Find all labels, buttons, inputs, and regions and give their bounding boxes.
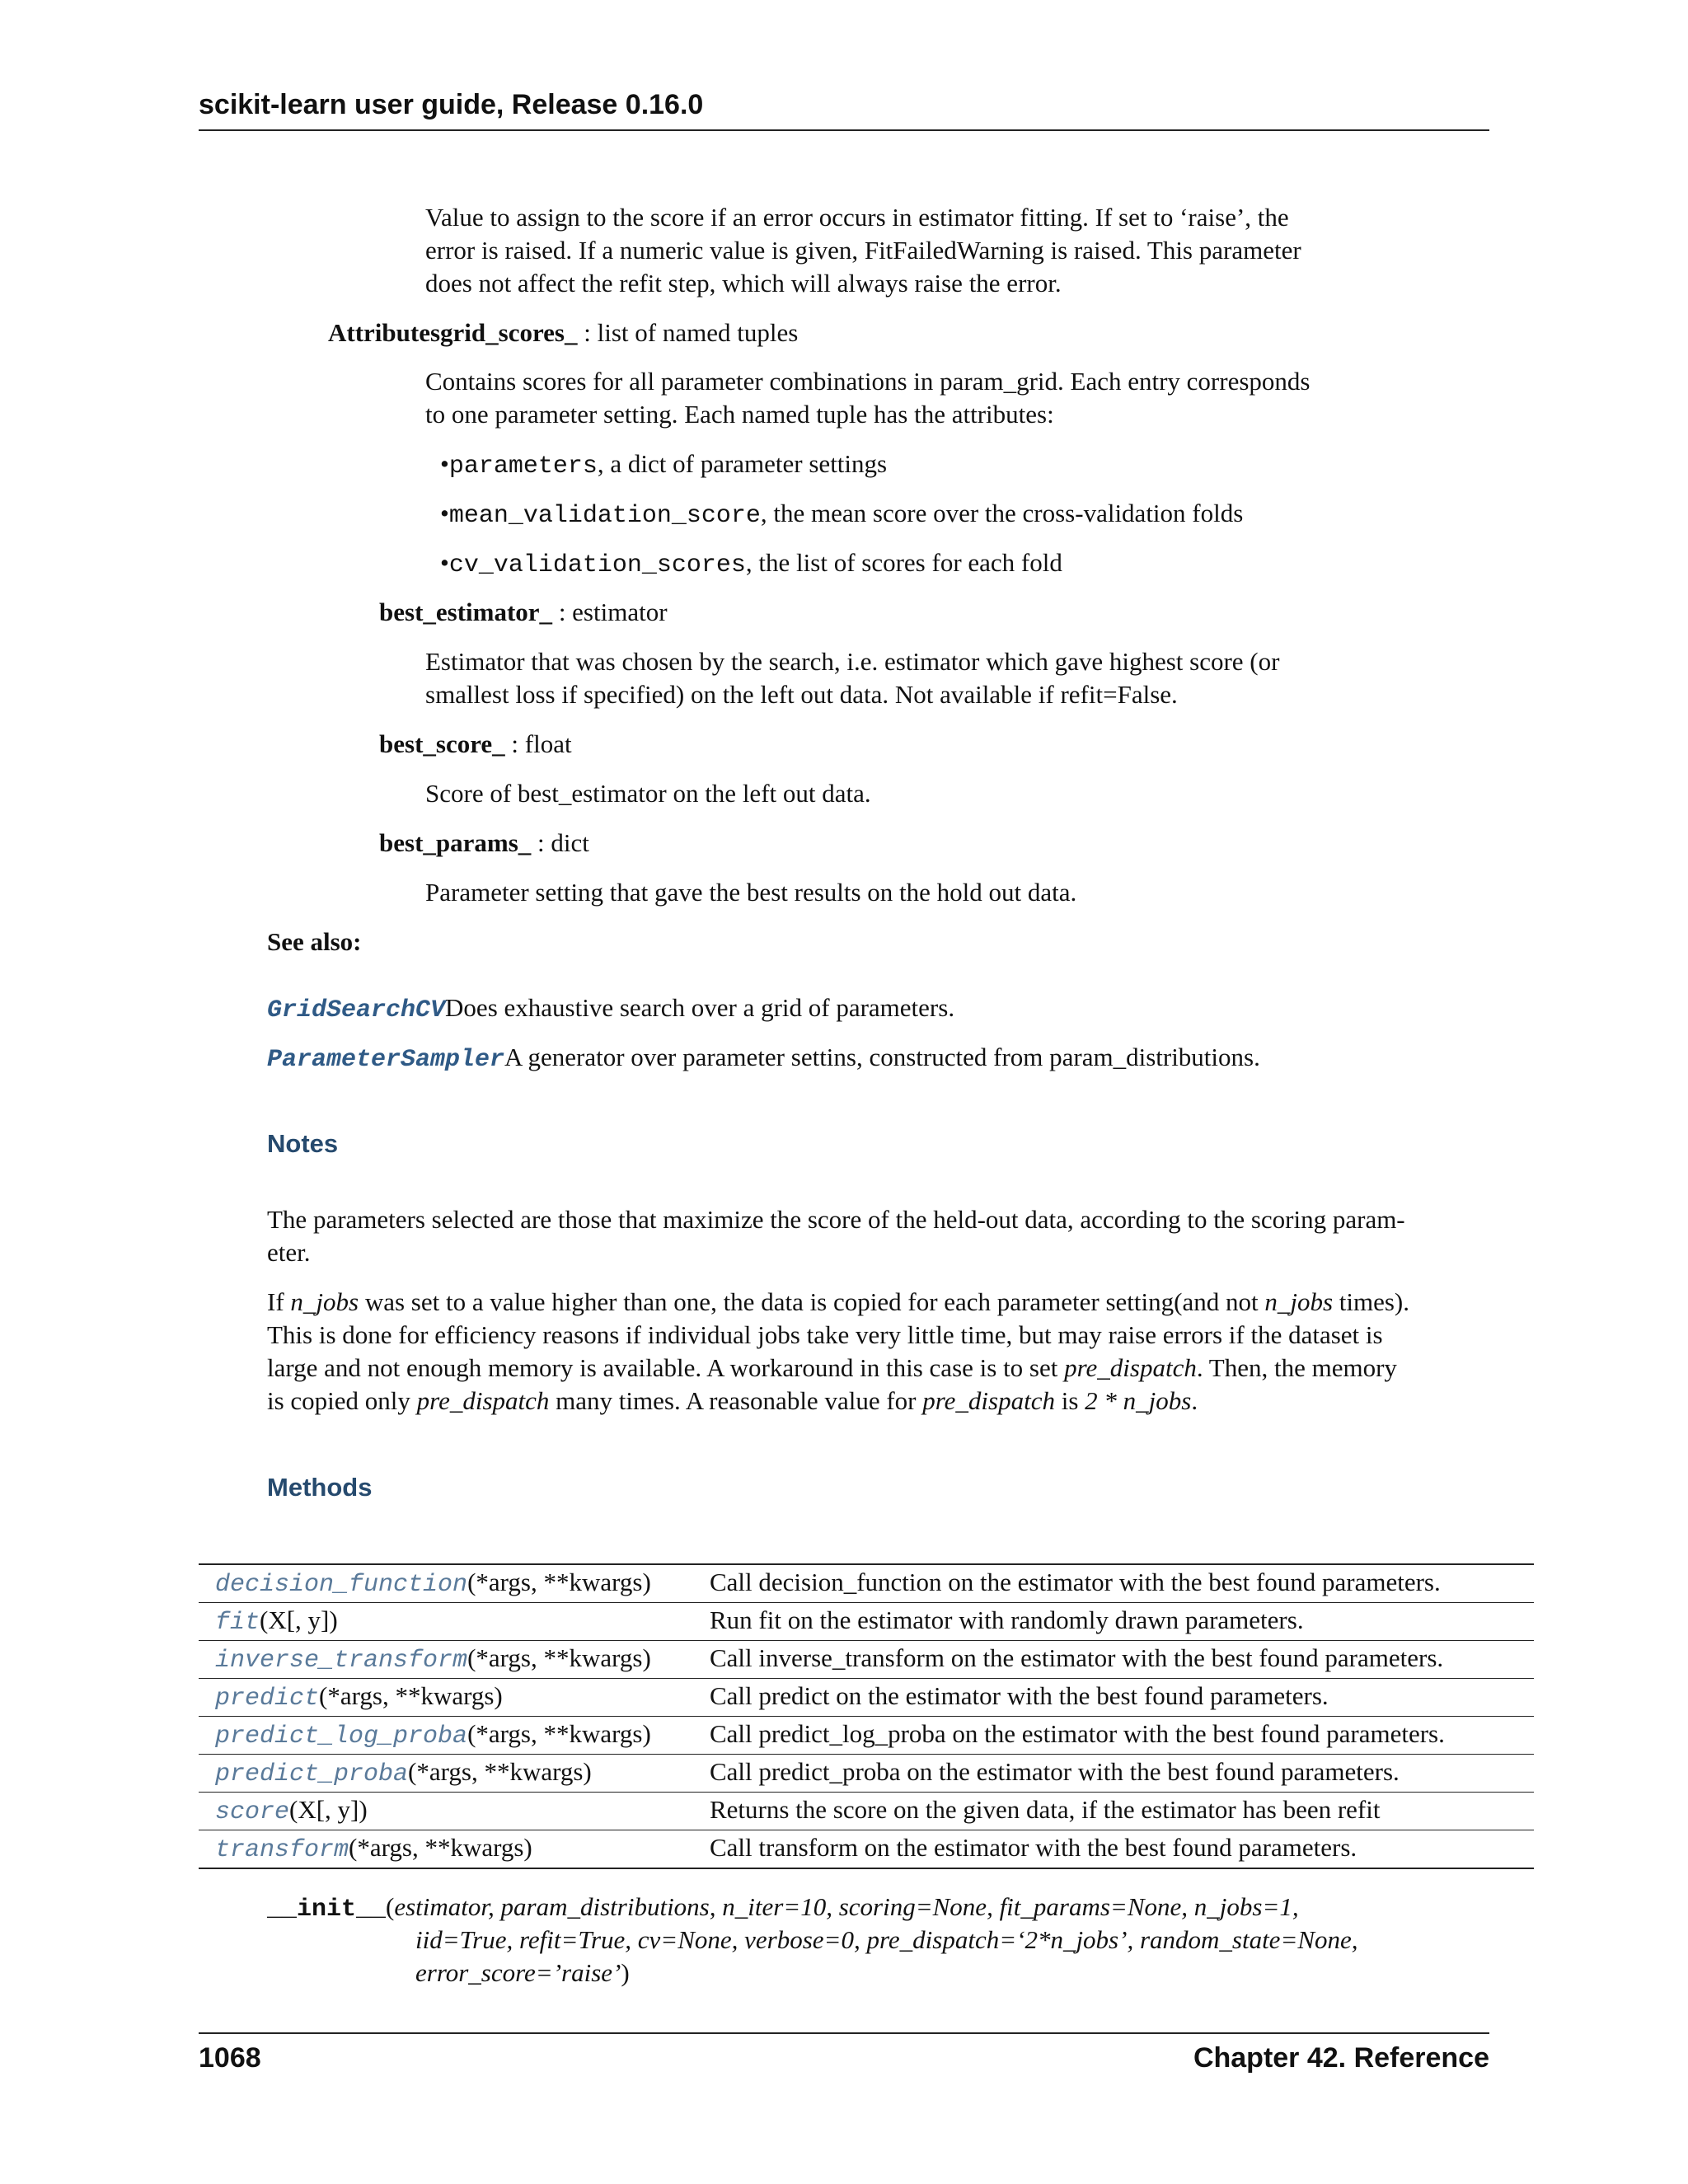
table-row [199,1717,1534,1755]
table-row [199,1564,1534,1603]
attribute-best-score-term [379,728,572,761]
text-line: large and not enough memory is available. A workaround in this case is to set pre_dispatch. Then, the memory [267,1353,1397,1382]
attribute-type: : dict [531,828,589,857]
method-link[interactable]: decision_function [215,1571,468,1599]
signature-line: iid=True, refit=True, cv=None, verbose=0, pre_dispatch=‘2*n_jobs’, random_state=None, [415,1925,1358,1954]
method-link[interactable]: fit [215,1609,260,1637]
text-line: Contains scores for all parameter combinations in param_grid. Each entry corresponds [425,367,1311,396]
code-literal: mean_validation_score [448,502,761,530]
table-row [199,1603,1534,1641]
attribute-name: Attributesgrid_scores_ [328,318,578,347]
header-rule [199,129,1489,131]
init-function-name: __init__ [267,1896,387,1924]
signature-line: __init__(estimator, param_distributions, n_iter=10, scoring=None, fit_params=None, n_jobs=1, [267,1892,1299,1924]
method-description: Call decision_function on the estimator with the best found parameters. [710,1564,1534,1603]
text-line: is copied only pre_dispatch many times. A reasonable value for pre_dispatch is 2 * n_jobs. [267,1386,1198,1415]
method-link[interactable]: predict_proba [215,1760,409,1788]
attribute-name: best_score_ [379,729,505,758]
list-item: •cv_validation_scores, the list of scores for each fold [440,548,1062,579]
method-signature: score(X[, y]) [199,1793,710,1830]
methods-table [199,1563,1534,1869]
method-description: Returns the score on the given data, if the estimator has been refit [710,1793,1534,1830]
method-link[interactable]: inverse_transform [215,1647,468,1675]
list-item: •mean_validation_score, the mean score over the cross-validation folds [440,499,1244,530]
code-literal: parameters [448,452,598,480]
see-also-link-gridsearchcv[interactable]: GridSearchCV [267,996,446,1024]
see-also-desc: Does exhaustive search over a grid of parameters. [445,993,955,1022]
table-row [199,1793,1534,1830]
table-row [199,1641,1534,1679]
method-description: Call predict_proba on the estimator with the best found parameters. [710,1755,1534,1793]
see-also-item [267,991,954,1027]
see-also-link-parametersampler[interactable]: ParameterSampler [267,1046,505,1074]
method-description: Call predict_log_proba on the estimator with the best found parameters. [710,1717,1534,1755]
text-line: The parameters selected are those that maximize the score of the held-out data, according to the scoring param- [267,1205,1405,1234]
notes-heading: Notes [267,1129,339,1158]
see-also-heading: See also: [267,927,362,956]
text-line: to one parameter setting. Each named tuple has the attributes: [425,400,1054,429]
method-link[interactable]: predict_log_proba [215,1722,468,1750]
method-signature: inverse_transform(*args, **kwargs) [199,1641,710,1679]
methods-heading: Methods [267,1473,373,1502]
attribute-name: best_estimator_ [379,598,553,626]
text-line: error is raised. If a numeric value is given, FitFailedWarning is raised. This parameter [425,236,1301,265]
text-line: Estimator that was chosen by the search, i.e. estimator which gave highest score (or [425,647,1280,676]
table-row [199,1830,1534,1869]
text-line: smallest loss if specified) on the left out data. Not available if refit=False. [425,680,1178,709]
see-also-item [267,1041,1260,1076]
text-line: Parameter setting that gave the best results on the hold out data. [425,878,1077,907]
text-line: does not affect the refit step, which will always raise the error. [425,269,1062,298]
method-description: Call inverse_transform on the estimator with the best found parameters. [710,1641,1534,1679]
attribute-type: : list of named tuples [577,318,799,347]
attribute-best-params-term [379,827,589,860]
chapter-title: Chapter 42. Reference [1193,2042,1489,2074]
attribute-grid-scores-term [328,316,798,349]
code-literal: cv_validation_scores [448,551,746,579]
text-line: eter. [267,1238,311,1267]
list-item: •parameters, a dict of parameter settings [440,449,888,480]
method-description: Call transform on the estimator with the best found parameters. [710,1833,1357,1862]
method-link[interactable]: transform [215,1836,349,1864]
text-line: Value to assign to the score if an error occurs in estimator fitting. If set to ‘raise’, the [425,203,1289,232]
signature-line: error_score=’raise’) [415,1958,630,1987]
page-number: 1068 [199,2042,261,2074]
running-header-title: scikit-learn user guide, Release 0.16.0 [199,89,704,120]
method-signature: fit(X[, y]) [199,1603,710,1641]
method-description: Call predict on the estimator with the best found parameters. [710,1679,1534,1717]
attribute-name: best_params_ [379,828,532,857]
method-description: Run fit on the estimator with randomly drawn parameters. [710,1603,1534,1641]
attribute-best-estimator-term [379,596,668,629]
method-signature: predict_proba(*args, **kwargs) [199,1755,710,1793]
attribute-type: : float [504,729,572,758]
method-signature: transform(*args, **kwargs) [215,1833,532,1864]
method-link[interactable]: score [215,1798,290,1826]
text-line: Score of best_estimator on the left out data. [425,779,871,808]
attribute-type: : estimator [552,598,668,626]
table-row [199,1755,1534,1793]
table-row [199,1679,1534,1717]
method-signature: predict(*args, **kwargs) [199,1679,710,1717]
see-also-desc: A generator over parameter settins, constructed from param_distributions. [504,1043,1260,1071]
method-signature: predict_log_proba(*args, **kwargs) [199,1717,710,1755]
text-line: If n_jobs was set to a value higher than one, the data is copied for each parameter setting(and not n_jobs times). [267,1287,1410,1316]
text-line: This is done for efficiency reasons if individual jobs take very little time, but may raise errors if the dataset is [267,1320,1383,1349]
method-link[interactable]: predict [215,1685,320,1713]
footer-rule [199,2032,1489,2034]
method-signature: decision_function(*args, **kwargs) [199,1564,710,1603]
